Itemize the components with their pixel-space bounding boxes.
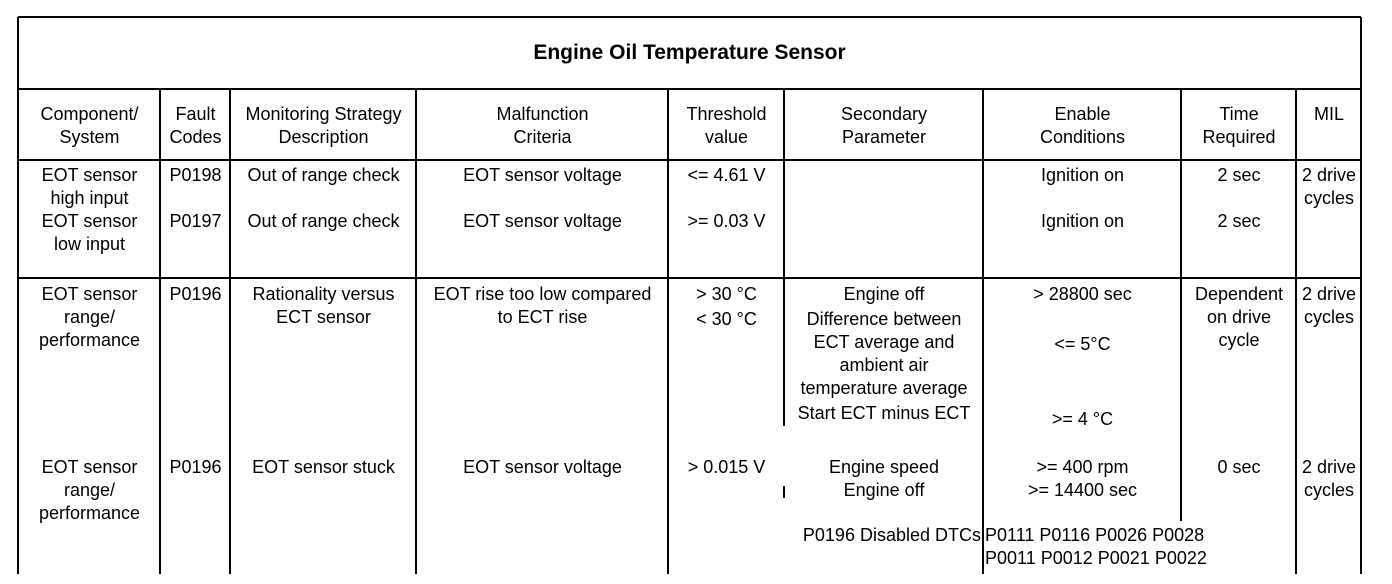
row2-enable-engine-off: > 28800 sec [1033, 284, 1132, 304]
header-fault-line1: Fault [175, 104, 216, 124]
row3-component-line3: performance [38, 503, 141, 523]
row3-threshold: > 0.015 V [687, 457, 766, 477]
header-malfunction-line2: Criteria [513, 127, 572, 147]
row1-component-low-line1: EOT sensor [41, 211, 138, 231]
row1-threshold-low: >= 0.03 V [687, 211, 766, 231]
row2-malfunction-line1: EOT rise too low compared [433, 284, 652, 304]
row1-component-high-line1: EOT sensor [41, 165, 138, 185]
row2-component-line1: EOT sensor [41, 284, 138, 304]
row2-component-line2: range/ [63, 307, 116, 327]
row2-component [20, 283, 159, 352]
disabled-dtcs-list [985, 524, 1295, 570]
disabled-dtcs-label: P0196 Disabled DTCs [802, 525, 981, 545]
table-title: Engine Oil Temperature Sensor [533, 41, 846, 64]
row2-threshold-high: > 30 °C [696, 284, 757, 304]
eot-sensor-table [17, 16, 1362, 574]
row3-secondary-line2: Engine off [843, 480, 925, 500]
row2-malfunction [418, 283, 667, 329]
row3-mil [1298, 456, 1360, 502]
row3-component-line2: range/ [63, 480, 116, 500]
header-secondary-line2: Parameter [841, 127, 927, 147]
row3-secondary-line1: Engine speed [828, 457, 940, 477]
row3-enable-line2: >= 14400 sec [1027, 480, 1138, 500]
row3-component [20, 456, 159, 525]
header-threshold [670, 103, 783, 149]
row3-time: 0 sec [1217, 457, 1261, 477]
row2-code: P0196 [169, 284, 222, 304]
header-malfunction-line1: Malfunction [496, 104, 589, 124]
row3-component-line1: EOT sensor [41, 457, 138, 477]
header-mil: MIL [1313, 104, 1344, 124]
header-fault-line2: Codes [169, 127, 222, 147]
row1-component-high-line2: high input [50, 188, 129, 208]
row1-time-high: 2 sec [1217, 165, 1261, 185]
row2-secondary-difference-line1: Difference between [806, 309, 962, 329]
header-secondary-line1: Secondary [840, 104, 928, 124]
disabled-dtcs-line2: P0011 P0012 P0021 P0022 [985, 548, 1207, 568]
row1-malfunction-high: EOT sensor voltage [463, 165, 622, 185]
header-threshold-line2: value [704, 127, 749, 147]
header-strategy-line1: Monitoring Strategy [245, 104, 402, 124]
row3-secondary [786, 456, 982, 502]
row2-strategy [232, 283, 415, 329]
header-malfunction-criteria [418, 103, 667, 149]
row3-mil-line1: 2 drive [1301, 457, 1357, 477]
header-time-required [1183, 103, 1295, 149]
row3-malfunction: EOT sensor voltage [463, 457, 622, 477]
row1-code-low: P0197 [169, 211, 222, 231]
row2-time [1183, 283, 1295, 352]
header-strategy-line2: Description [278, 127, 369, 147]
row2-strategy-line1: Rationality versus [252, 284, 395, 304]
header-secondary-parameter [786, 103, 982, 149]
row2-malfunction-line2: to ECT rise [497, 307, 588, 327]
row2-secondary-difference-line4: temperature average [800, 378, 968, 398]
row2-time-line3: cycle [1218, 330, 1260, 350]
row2-secondary-engine-off: Engine off [843, 284, 925, 304]
header-time-line2: Required [1202, 127, 1276, 147]
header-enable-line1: Enable [1054, 104, 1111, 124]
header-component [20, 103, 159, 149]
row3-enable-line1: >= 400 rpm [1036, 457, 1129, 477]
row2-mil-line2: cycles [1303, 307, 1354, 327]
row1-strategy-low: Out of range check [247, 211, 400, 231]
header-enable-conditions [985, 103, 1180, 149]
row2-secondary-start-ect: Start ECT minus ECT [797, 403, 971, 423]
row3-strategy: EOT sensor stuck [252, 457, 395, 477]
disabled-dtcs-line1: P0111 P0116 P0026 P0028 [985, 525, 1205, 545]
row2-secondary-difference-line3: ambient air [839, 355, 929, 375]
row2-enable-start-ect: >= 4 °C [1051, 409, 1114, 429]
row2-mil [1298, 283, 1360, 329]
row2-mil-line1: 2 drive [1301, 284, 1357, 304]
row3-code: P0196 [169, 457, 222, 477]
header-fault-codes [162, 103, 229, 149]
row1-code-high: P0198 [169, 165, 222, 185]
row1-component-high [20, 164, 159, 210]
row2-secondary-difference [786, 308, 982, 400]
row1-time-low: 2 sec [1217, 211, 1261, 231]
header-time-line1: Time [1219, 104, 1259, 124]
row1-enable-high: Ignition on [1040, 165, 1125, 185]
header-monitoring-strategy [232, 103, 415, 149]
row2-enable-difference: <= 5°C [1054, 334, 1111, 354]
row2-threshold-low: < 30 °C [696, 309, 757, 329]
row2-time-line2: on drive [1206, 307, 1272, 327]
header-threshold-line1: Threshold [686, 104, 767, 124]
row2-component-line3: performance [38, 330, 141, 350]
row1-mil-line2: cycles [1303, 188, 1354, 208]
row2-secondary-difference-line2: ECT average and [813, 332, 955, 352]
row2-strategy-line2: ECT sensor [276, 307, 371, 327]
row1-mil [1298, 164, 1360, 210]
row1-enable-low: Ignition on [1040, 211, 1125, 231]
header-component-line2: System [59, 127, 120, 147]
row1-malfunction-low: EOT sensor voltage [463, 211, 622, 231]
row1-mil-line1: 2 drive [1301, 165, 1357, 185]
row3-enable [985, 456, 1180, 502]
row1-threshold-high: <= 4.61 V [687, 165, 766, 185]
row1-component-low-line2: low input [53, 234, 126, 254]
header-enable-line2: Conditions [1039, 127, 1126, 147]
row1-strategy-high: Out of range check [247, 165, 400, 185]
header-component-line1: Component/ [40, 104, 139, 124]
row3-mil-line2: cycles [1303, 480, 1354, 500]
row2-time-line1: Dependent [1194, 284, 1284, 304]
row1-component-low [20, 210, 159, 256]
